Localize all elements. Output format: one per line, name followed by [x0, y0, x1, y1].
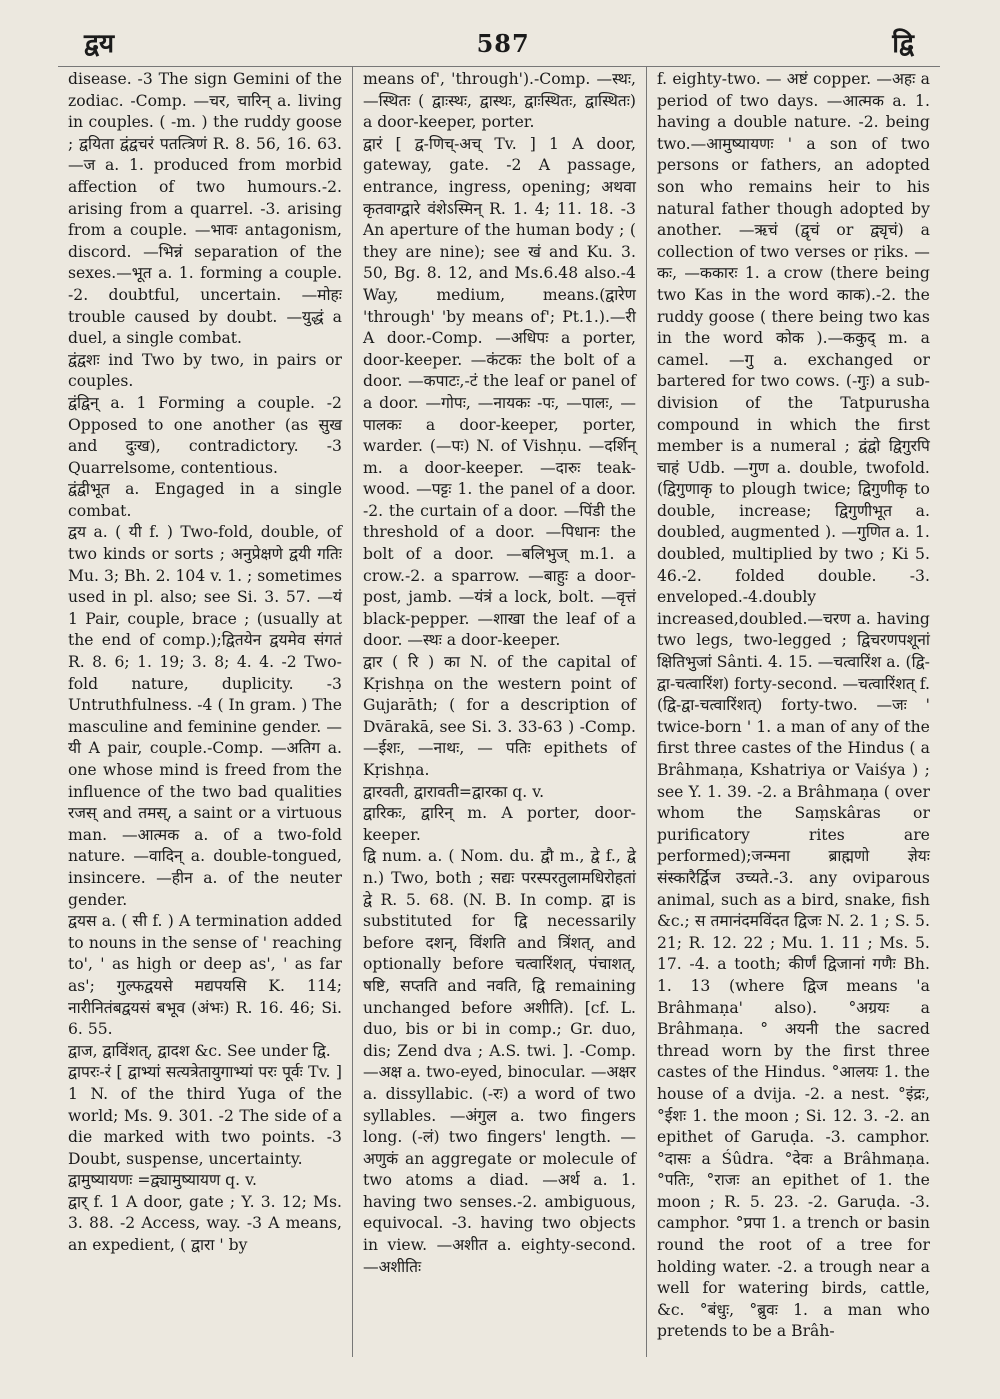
column-left [58, 67, 352, 1357]
text-columns [58, 66, 940, 1357]
dictionary-entry: means of', 'through').-Comp. —स्थः, —स्थितः ( द्वाःस्थः, द्वास्थः, द्वाःस्थितः, द्वास्थितः) a door-keeper, porter. [362, 70, 636, 132]
right-guide-word: द्वि [892, 29, 914, 59]
dictionary-entry: द्वंद्वशः ind Two by two, in pairs or couples. [68, 350, 342, 391]
dictionary-entry: द्वाज, द्वाविंशत्, द्वादश &c. See under द्वि. [68, 1041, 331, 1060]
dictionary-entry: द्वार् f. 1 A door, gate ; Y. 3. 12; Ms. 3. 88. -2 Access, way. -3 A means, an expedient, ( द्वारा ' by [68, 1192, 342, 1255]
dictionary-entry: f. eighty-two. — अष्टं copper. —अहः a period of two days. —आत्मक a. 1. having a double nature. -2. being two.—आमुष्यायणः ' a son of two persons or fathers, an adopted son who remains heir to his natural father though adopted by another. —ऋचं (द्वृचं or द्व्यृचं) a collection of two verses or ṛiks. —कः, —ककारः 1. a crow (there being two Kas in the word काक).-2. the ruddy goose ( there being two kas in the word कोक ).—ककुद् m. a camel. —गु a. exchanged or bartered for two cows. (-गुः) a sub-division of the Tatpurusha compound in which the first member is a numeral ; द्वंद्वो द्विगुरपि चाहं Udb. —गुण a. double, twofold.(द्विगुणाकृ to plough twice; द्विगुणीकृ to double, increase; द्विगुणीभूत a. doubled, augmented ). —गुणित a. 1. doubled, multiplied by two ; Ki 5. 46.-2. folded double. -3. enveloped.-4.doubly increased,doubled.—चरण a. having two legs, two-legged ; द्विचरणपशूनां क्षितिभुजां Sânti. 4. 15. —चत्वारिंश a. (द्वि-द्वा-चत्वारिंश) forty-second. —चत्वारिंशत् f. (द्वि-द्वा-चत्वारिंशत्) forty-two. —जः ' twice-born ' 1. a man of any of the first three castes of the Hindus ( a Brâhmaṇa, Kshatriya or Vaiśya ) ; see Y. 1. 39. -2. a Brâhmaṇa ( over whom the Saṃskâras or purificatory rites are performed);जन्मना ब्राह्मणो ज्ञेयः संस्कारैर्द्विज उच्यते.-3. any oviparous animal, such as a bird, snake, fish &c.; स तमानंदमविंदत द्विजः N. 2. 1 ; S. 5. 21; R. 12. 22 ; Mu. 1. 11 ; Ms. 5. 17. -4. a tooth; कीर्णं द्विजानां गणैः Bh. 1. 13 (where द्विज means 'a Brâhmaṇa' also). °अग्रयः a Brâhmaṇa. ° अयनी the sacred thread worn by the first three castes of the Hindus. °आलयः 1. the house of a dvija. -2. a nest. °इंद्रः, °ईशः 1. the moon ; Si. 12. 3. -2. an epithet of Garuḍa. -3. camphor. °दासः a Śûdra. °देवः a Brâhmaṇa. °पतिः, °राजः an epithet of 1. the moon ; R. 5. 23. -2. Garuḍa. -3. camphor. °प्रपा 1. a trench or basin round the root of a tree for holding water. -2. a trough near a well for watering birds, cattle, &c. °बंधुः, °ब्रुवः 1. a man who pretends to be a Brâh- [656, 70, 930, 1341]
dictionary-entry: द्वयस a. ( सी f. ) A termination added to nouns in the sense of ' reaching to', ' as high or deep as', ' as far as'; गुल्फद्वयसे मद्यपयसि K. 114; नारीनितंबद्वयसं बभूव (अंभः) R. 16. 46; Si. 6. 55. [68, 912, 342, 1039]
dictionary-entry: द्वंद्वीभूत a. Engaged in a single combat. [68, 480, 342, 520]
dictionary-entry: द्वार ( रि ) का N. of the capital of Kṛishṇa on the western point of Gujarāth; ( for a description of Dvārakā, see Si. 3. 33-63 ) -Comp. —ईशः, —नाथः, — पतिः epithets of Kṛishṇa. [362, 653, 636, 779]
dictionary-entry: द्वारवती, द्वारावती=द्वारका q. v. [362, 782, 545, 801]
dictionary-entry: द्वामुष्यायणः =द्व्यामुष्यायण q. v. [68, 1171, 257, 1190]
dictionary-entry: द्वारिकः, द्वारिन् m. A porter, door-keeper. [362, 804, 636, 844]
left-guide-word: द्वय [84, 29, 115, 59]
dictionary-entry: disease. -3 The sign Gemini of the zodiac. -Comp. —चर, चारिन् a. living in couples. ( -m. ) the ruddy goose ; द्वयिता द्वंद्वचरं पतत्त्रिणं R. 8. 56, 16. 63. —ज a. 1. produced from morbid affection of two humours.-2. arising from a quarrel. -3. arising from a couple. —भावः antagonism, discord. —भिन्नं separation of the sexes.—भूत a. 1. forming a couple. -2. doubtful, uncertain. —मोहः trouble caused by doubt. —युद्धं a duel, a single combat. [68, 70, 342, 348]
dictionary-entry: द्वंद्विन् a. 1 Forming a couple. -2 Opposed to one another (as सुख and दुःख), contradictory. -3 Quarrelsome, contentious. [68, 393, 342, 477]
dictionary-entry: द्वापरः-रं [ द्वाभ्यां सत्यत्रेतायुगाभ्यां परः पूर्वः Tv. ] 1 N. of the third Yuga of the world; Ms. 9. 301. -2 The side of a die marked with two points. -3 Doubt, suspense, uncertainty. [68, 1063, 342, 1168]
column-middle [352, 67, 646, 1357]
dictionary-entry: द्वि num. a. ( Nom. du. द्वौ m., द्वे f., द्वे n.) Two, both ; सद्यः परस्परतुलामधिरोहतां द्वे R. 5. 68. (N. B. In comp. द्वा is substituted for द्वि necessarily before दशन्, विंशति and त्रिंशत्, and optionally before चत्वारिंशत्, पंचाशत्, षष्टि, सप्तति and नवति, द्वि remaining unchanged before अशीति). [cf. L. duo, bis or bi in comp.; Gr. duo, dis; Zend dva ; A.S. twi. ]. -Comp. —अक्ष a. two-eyed, binocular. —अक्षर a. dissyllabic. (-रः) a word of two syllables. —अंगुल a. two fingers long. (-लं) two fingers' length. —अणुकं an aggregate or molecule of two atoms a diad. —अर्थ a. 1. having two senses.-2. ambiguous, equivocal. -3. having two objects in view. —अशीत a. eighty-second. —अशीतिः [362, 847, 636, 1276]
column-right [646, 67, 940, 1357]
dictionary-entry: द्वय a. ( यी f. ) Two-fold, double, of two kinds or sorts ; अनुप्रेक्षणे द्वयी गतिः Mu. 3; Bh. 2. 104 v. 1. ; sometimes used in pl. also; see Si. 3. 57. —यं 1 Pair, couple, brace ; (usually at the end of comp.);द्वितयेन द्वयमेव संगतं R. 8. 6; 1. 19; 3. 8; 4. 4. -2 Two-fold nature, duplicity. -3 Untruthfulness. -4 ( In gram. ) The masculine and feminine gender. —यी A pair, couple.-Comp. —अतिग a. one whose mind is freed from the influence of the two bad qualities रजस् and तमस्, a saint or a virtuous man. —आत्मक a. of a two-fold nature. —वादिन् a. double-tongued, insincere. —हीन a. of the neuter gender. [68, 523, 342, 909]
page-header [58, 24, 940, 66]
dictionary-entry: द्वारं [ द्व-णिच्-अच् Tv. ] 1 A door, gateway, gate. -2 A passage, entrance, ingress, opening; अथवा कृतवाग्द्वारे वंशेऽस्मिन् R. 1. 4; 11. 18. -3 An aperture of the human body ; ( they are nine); see खं and Ku. 3. 50, Bg. 8. 12, and Ms.6.48 also.-4 Way, medium, means.(द्वारेण 'through' 'by means of'; Pt.1.).—री A door.-Comp. —अधिपः a porter, door-keeper. —कंटकः the bolt of a door. —कपाटः,-टं the leaf or panel of a door. —गोपः, —नायकः -पः, —पालः, —पालकः a door-keeper, porter, warder. (—पः) N. of Vishṇu. —दर्शिन् m. a door-keeper. —दारुः teak-wood. —पट्टः 1. the panel of a door. -2. the curtain of a door. —पिंडी the threshold of a door. —पिधानः the bolt of a door. —बलिभुज् m.1. a crow.-2. a sparrow. —बाहुः a door-post, jamb. —यंत्रं a lock, bolt. —वृत्तं black-pepper. —शाखा the leaf of a door. —स्थः a door-keeper. [362, 134, 636, 650]
page-number: 587 [476, 29, 530, 58]
